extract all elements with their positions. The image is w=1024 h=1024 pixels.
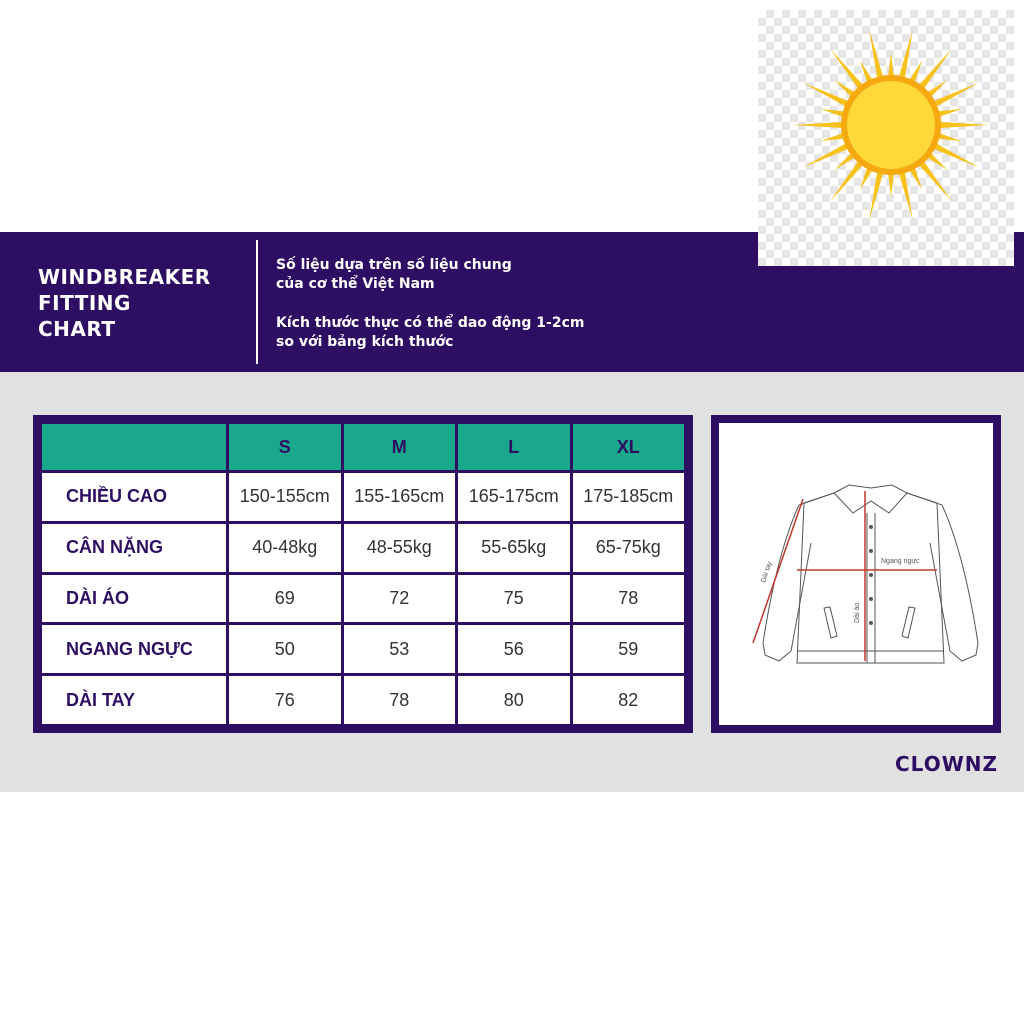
table-cell: 150-155cm [229, 473, 341, 521]
sun-ray [917, 159, 952, 202]
chart-title-line: WINDBREAKER [38, 265, 211, 289]
table-row [42, 625, 684, 673]
table-cell: 155-165cm [344, 473, 456, 521]
table-row [42, 575, 684, 623]
table-cell: 53 [344, 625, 456, 673]
jacket-button [869, 573, 873, 577]
table-cell: 69 [229, 575, 341, 623]
row-label: CHIỀU CAO [42, 473, 226, 521]
sun-ray [898, 169, 913, 221]
row-label: CÂN NẶNG [42, 524, 226, 572]
table-cell: 56 [458, 625, 570, 673]
table-cell: 76 [229, 676, 341, 724]
chart-title-line: CHART [38, 317, 116, 341]
sun-ray [898, 29, 913, 81]
table-cell: 40-48kg [229, 524, 341, 572]
table-row [42, 473, 684, 521]
banner-divider [256, 240, 258, 364]
measurement-note [276, 256, 696, 352]
row-label: NGANG NGỰC [42, 625, 226, 673]
jacket-diagram-frame [711, 415, 1001, 733]
sun-ray [830, 48, 865, 91]
body-length-label: Dài áo [854, 602, 861, 623]
note-line: Kích thước thực có thể dao động 1-2cm [276, 315, 585, 331]
table-cell: 78 [344, 676, 456, 724]
jacket-collar [834, 485, 907, 513]
jacket-left-pocket [824, 607, 837, 638]
size-header-s: S [229, 424, 341, 470]
sun-ray [917, 48, 952, 91]
size-table [39, 421, 687, 727]
sun-ray [869, 169, 884, 221]
jacket-right-pocket [902, 607, 915, 638]
sun-ray [793, 122, 845, 128]
sun-ray [830, 159, 865, 202]
sleeve-length-label: Dài tay [760, 560, 774, 584]
table-cell: 80 [458, 676, 570, 724]
size-header-l: L [458, 424, 570, 470]
size-header-xl: XL [573, 424, 685, 470]
chart-title [38, 264, 248, 342]
jacket-icon [719, 423, 993, 725]
table-corner-cell [42, 424, 226, 470]
table-cell: 50 [229, 625, 341, 673]
sun-ray [937, 122, 989, 128]
sun-disc-inner [847, 81, 935, 169]
row-label: DÀI ÁO [42, 575, 226, 623]
sun-icon [758, 10, 1014, 266]
size-header-m: M [344, 424, 456, 470]
sun-ray [869, 29, 884, 81]
table-cell: 165-175cm [458, 473, 570, 521]
table-cell: 175-185cm [573, 473, 685, 521]
jacket-diagram [719, 423, 993, 725]
note-line: của cơ thể Việt Nam [276, 276, 435, 292]
size-header-row [42, 424, 684, 470]
jacket-button [869, 549, 873, 553]
chest-width-label: Ngang ngực [881, 558, 920, 565]
jacket-placket [867, 513, 875, 663]
table-row [42, 676, 684, 724]
table-cell: 59 [573, 625, 685, 673]
note-line: Số liệu dựa trên số liệu chung [276, 257, 512, 273]
row-label: DÀI TAY [42, 676, 226, 724]
table-cell: 78 [573, 575, 685, 623]
table-row [42, 524, 684, 572]
table-cell: 75 [458, 575, 570, 623]
note-line: so với bảng kích thước [276, 334, 454, 350]
brand-logo: CLOWNZ [894, 752, 998, 776]
table-cell: 82 [573, 676, 685, 724]
table-cell: 48-55kg [344, 524, 456, 572]
jacket-button [869, 621, 873, 625]
table-cell: 55-65kg [458, 524, 570, 572]
table-cell: 72 [344, 575, 456, 623]
size-table-frame [33, 415, 693, 733]
jacket-button [869, 525, 873, 529]
chart-title-line: FITTING [38, 291, 131, 315]
sleeve-measure-line [753, 499, 803, 643]
jacket-button [869, 597, 873, 601]
sun-image [758, 10, 1014, 266]
table-cell: 65-75kg [573, 524, 685, 572]
jacket-body [797, 493, 944, 663]
